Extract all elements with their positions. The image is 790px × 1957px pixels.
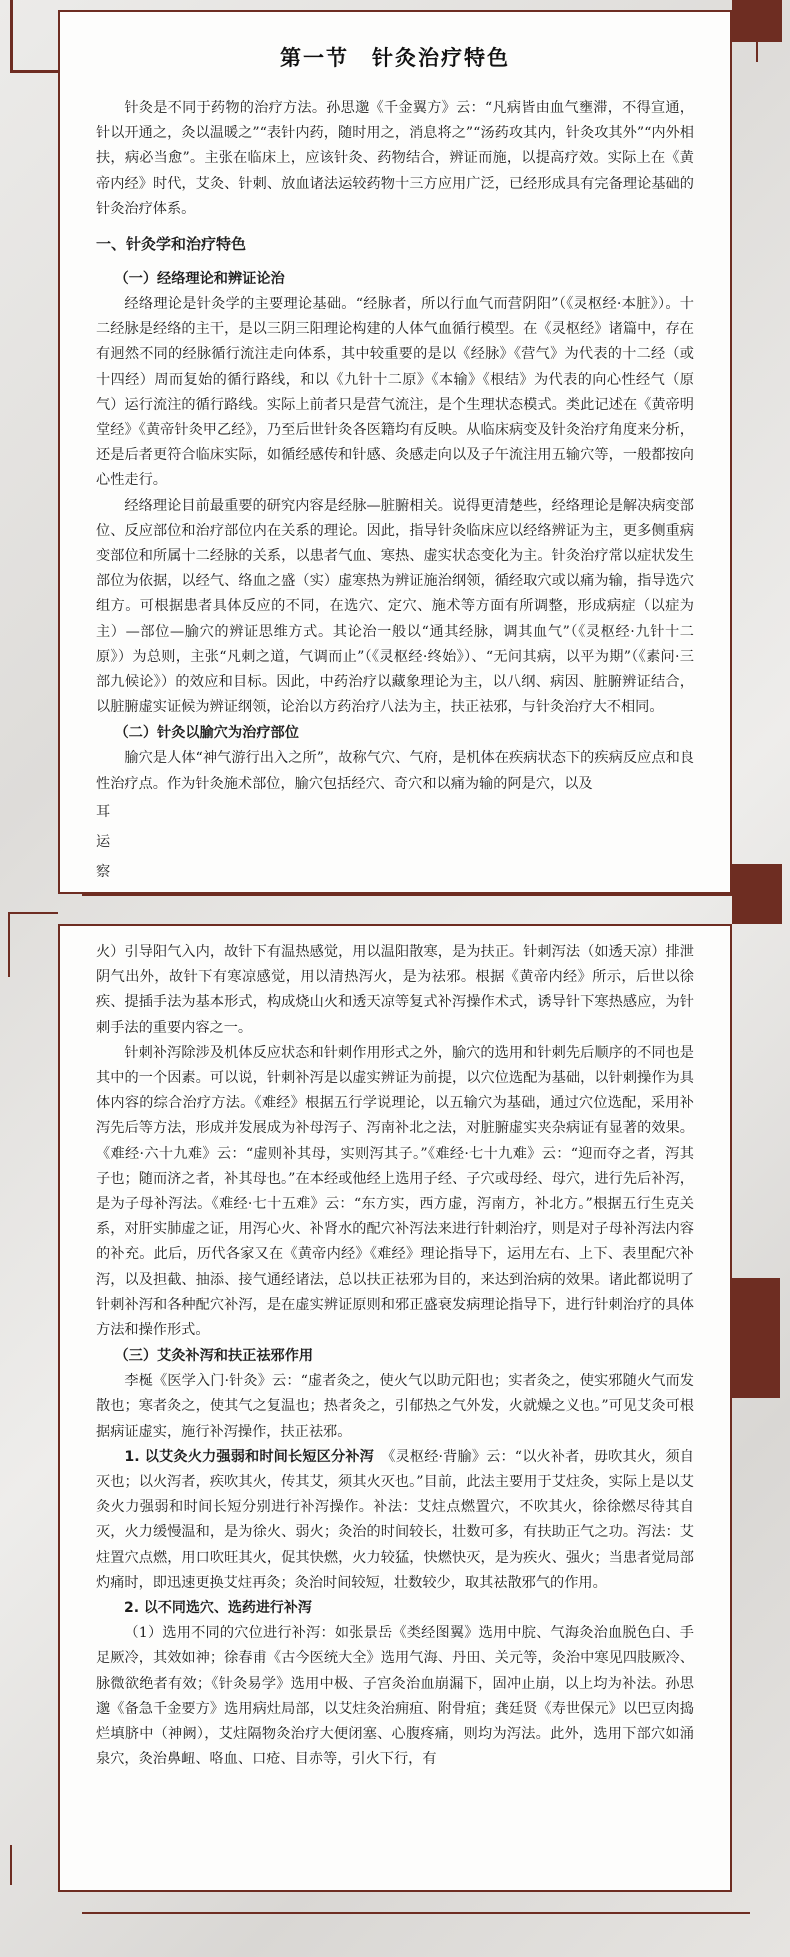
page-one: [58, 10, 732, 894]
page-two: [58, 924, 732, 1892]
subsection-heading-1: （一）经络理论和辨证论治: [114, 271, 285, 288]
overflow-char-3: 察: [96, 863, 111, 880]
frame-line-bottom: [82, 1912, 750, 1914]
paragraph-reinforce-reduce: 火）引导阳气入内，故针下有温热感觉，用以温阳散寒，是为扶正。针刺泻法（如透天凉）排泄阴气出外，故针下有寒凉感觉，用以清热泻火，是为祛邪。根据《黄帝内经》所示，后世以徐疾、提插手法为基本形式，构成烧山火和透天凉等复式补泻操作术式，诱导针下寒热感应，为针刺手法的重要内容之一。: [96, 944, 694, 1036]
paragraph-needling-supplement: 针刺补泻除涉及机体反应状态和针刺作用形式之外，腧穴的选用和针刺先后顺序的不同也是其中的一个因素。可以说，针刺补泻是以虚实辨证为前提，以穴位选配为基础，以针刺操作为具体内容的综合治疗方法。《难经》根据五行学说理论，以五输穴为基础，通过穴位选配，采用补泻先后等方法，形成并发展成为补母泻子、泻南补北之法，对脏腑虚实夹杂病证有显著的效果。《难经·六十九难》云：“虚则补其母，实则泻其子。”《难经·七十九难》云：“迎而夺之者，泻其子也；随而济之者，补其母也。”在本经或他经上选用子经、子穴或母经、母穴，进行先后补泻，是为子母补泻法。《难经·七十五难》云：“东方实，西方虚，泻南方，补北方。”根据五行生克关系，对肝实肺虚之证，用泻心火、补肾水的配穴补泻法来进行针刺治疗，则是对子母补泻法内容的补充。此后，历代各家又在《黄帝内经》《难经》理论指导下，运用左右、上下、表里配穴补泻，以及担截、抽添、接气通经诸法，总以扶正祛邪为目的，来达到治病的效果。诸此都说明了针刺补泻和各种配穴补泻，是在虚实辨证原则和邪正盛衰发病理论指导下，进行针刺治疗的具体方法和操作形式。: [96, 1044, 694, 1339]
intro-paragraph: 针灸是不同于药物的治疗方法。孙思邈《千金翼方》云：“凡病皆由血气壅滞，不得宣通，针以开通之，灸以温暖之”“表针内药，随时用之，消息将之”“汤药攻其内，针灸攻其外”“内外相扶，病必当愈”。主张在临床上，应该针灸、药物结合，辨证而施，以提高疗效。实际上在《黄帝内经》时代，艾灸、针刺、放血诸法运较药物十三方应用广泛，已经形成具有完备理论基础的针灸治疗体系。: [96, 100, 694, 217]
paragraph-point-selection: （1）选用不同的穴位进行补泻：如张景岳《类经图翼》选用中脘、气海灸治血脱色白、手足厥冷，其效如神；徐春甫《古今医统大全》选用气海、丹田、关元等，灸治中寒见四肢厥冷、脉微欲绝者有效；《针灸易学》选用中极、子宫灸治血崩漏下，固冲止崩，以上均为补法。孙思邈《备急千金要方》选用病灶局部，以艾炷灸治痈疽、附骨疽；龚廷贤《寿世保元》以巴豆肉捣烂填脐中（神阙），艾炷隔物灸治疗大便闭塞、心腹疼痛，则均为泻法。此外，选用下部穴如涌泉穴，灸治鼻衄、咯血、口疮、目赤等，引火下行，有: [96, 1625, 694, 1768]
frame-line-right-top: [756, 42, 758, 62]
overflow-char-1: 耳: [96, 803, 111, 820]
frame-line-bottom-left: [10, 1845, 12, 1885]
frame-line-between-pages: [82, 894, 732, 896]
paragraph-meridian-theory: 经络理论是针灸学的主要理论基础。“经脉者，所以行血气而营阴阳”（《灵枢经·本脏》）。十二经脉是经络的主干，是以三阴三阳理论构建的人体气血循行模型。在《灵枢经》诸篇中，存在有迥然不同的经脉循行流注走向体系，其中较重要的是以《经脉》《营气》为代表的十二经（或十四经）周而复始的循行路线，和以《九针十二原》《本输》《根结》为代表的向心性经气（原气）运行流注的循行路线。实际上前者只是营气流注，是个生理状态模式。类此记述在《黄帝明堂经》《黄帝针灸甲乙经》，乃至后世针灸各医籍均有反映。从临床病变及针灸治疗角度来分析，还是后者更符合临床实际，如循经感传和针感、灸感走向以及子午流注用五输穴等，一般都按向心性走行。: [96, 296, 694, 489]
item-heading-1: 1. 以艾灸火力强弱和时间长短区分补泻: [124, 1448, 374, 1465]
corner-block-right-lower: [732, 1278, 780, 1398]
paragraph-moxibustion: 李梴《医学入门·针灸》云：“虚者灸之，使火气以助元阳也；实者灸之，使实邪随火气而发散也；寒者灸之，使其气之复温也；热者灸之，引郁热之气外发，火就燥之义也。”可见艾灸可根据病证虚实，施行补泻操作，扶正祛邪。: [96, 1373, 694, 1440]
frame-line-left-mid-h: [8, 912, 58, 914]
page-title: 第一节 针灸治疗特色: [280, 45, 510, 70]
corner-block-top-right: [732, 0, 782, 42]
item-heading-2: 2. 以不同选穴、选药进行补泻: [124, 1600, 312, 1617]
frame-line-left-mid: [8, 912, 10, 977]
subsection-heading-2: （二）针灸以腧穴为治疗部位: [114, 725, 299, 742]
item-text-1: 《灵枢经·背腧》云：“以火补者，毋吹其火，须自灭也；以火泻者，疾吹其火，传其艾，须其火灭也。”目前，此法主要用于艾炷灸，实际上是以艾灸火力强弱和时间长短分别进行补泻操作。补法：艾炷点燃置穴，不吹其火，徐徐燃尽待其自灭，火力缓慢温和，是为徐火、弱火；灸治的时间较长，壮数可多，有扶助正气之功。泻法：艾炷置穴点燃，用口吹旺其火，促其快燃，火力较猛，快燃快灭，是为疾火、强火；当患者觉局部灼痛时，即迅速更换艾炷再灸；灸治时间较短，壮数较少，取其祛散邪气的作用。: [96, 1448, 694, 1591]
section-heading: 一、针灸学和治疗特色: [96, 235, 247, 254]
overflow-char-2: 运: [96, 833, 111, 850]
subsection-heading-3: （三）艾灸补泻和扶正祛邪作用: [114, 1348, 314, 1365]
frame-line-left-upper: [10, 70, 58, 73]
frame-line-top-left: [10, 0, 13, 72]
corner-block-right-mid: [732, 864, 782, 924]
paragraph-acupoints: 腧穴是人体“神气游行出入之所”，故称气穴、气府，是机体在疾病状态下的疾病反应点和良性治疗点。作为针灸施术部位，腧穴包括经穴、奇穴和以痛为输的阿是穴，以及: [96, 750, 694, 792]
paragraph-meridian-research: 经络理论目前最重要的研究内容是经脉—脏腑相关。说得更清楚些，经络理论是解决病变部位、反应部位和治疗部位内在关系的理论。因此，指导针灸临床应以经络辨证为主，更多侧重病变部位和所属十二经脉的关系，以患者气血、寒热、虚实状态变化为主。针灸治疗常以症状发生部位为依据，以经气、络血之盛（实）虚寒热为辨证施治纲领，循经取穴或以痛为输，指导选穴组方。可根据患者具体反应的不同，在选穴、定穴、施术等方面有所调整，形成病症（以症为主）—部位—腧穴的辨证思维方式。其论治一般以“通其经脉，调其血气”（《灵枢经·九针十二原》）为总则，主张“凡刺之道，气调而止”（《灵枢经·终始》）、“无问其病，以平为期”（《素问·三部九候论》）的效应和目标。因此，中药治疗以藏象理论为主，以八纲、病因、脏腑辨证结合，以脏腑虚实证候为辨证纲领，论治以方药治疗八法为主，扶正祛邪，与针灸治疗大不相同。: [96, 497, 694, 716]
paragraph-fire-strength: [96, 1445, 694, 1596]
